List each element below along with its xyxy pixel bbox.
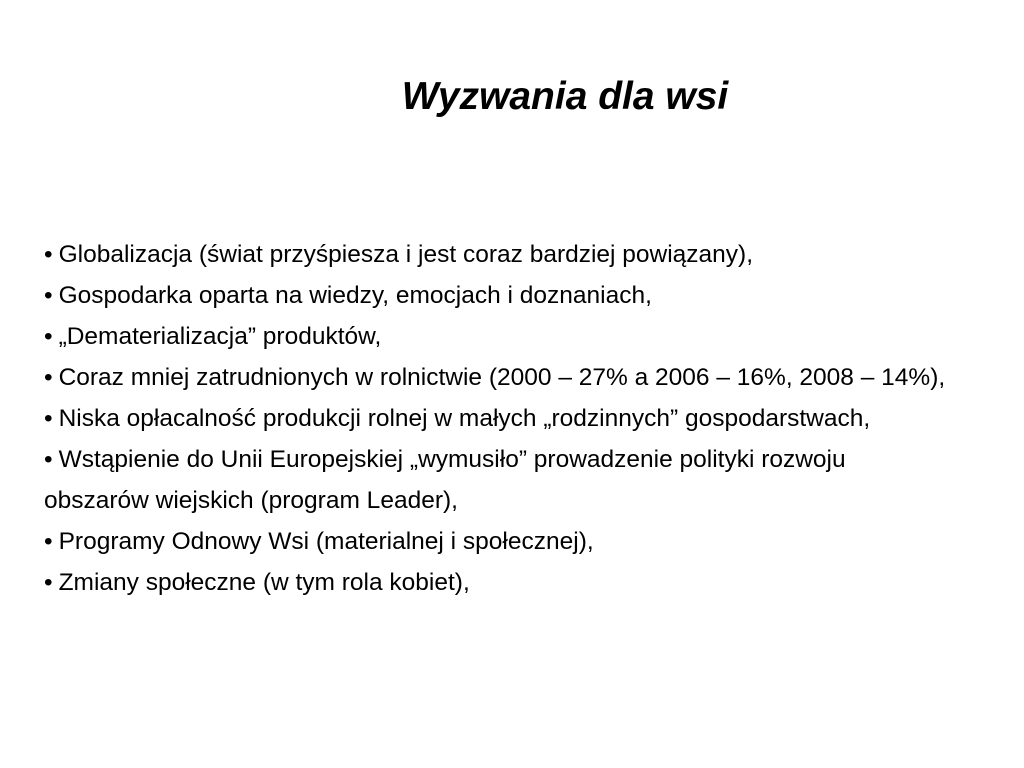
bullet-item: [44, 357, 949, 398]
bullet-item: [44, 316, 949, 357]
bullet-item: [44, 562, 949, 603]
bullet-icon: •: [44, 569, 53, 596]
bullet-list: [44, 234, 949, 603]
bullet-icon: •: [44, 405, 53, 432]
bullet-icon: •: [44, 446, 53, 473]
bullet-text: Programy Odnowy Wsi (materialnej i społecznej),: [58, 528, 594, 555]
bullet-item: [44, 275, 949, 316]
bullet-text: Niska opłacalność produkcji rolnej w małych „rodzinnych” gospodarstwach,: [58, 405, 871, 432]
bullet-item: [44, 398, 949, 439]
bullet-icon: •: [44, 364, 53, 391]
bullet-text: „Dematerializacja” produktów,: [58, 323, 382, 350]
slide-title: Wyzwania dla wsi: [401, 75, 729, 118]
bullet-item: [44, 439, 949, 521]
bullet-text: Globalizacja (świat przyśpiesza i jest coraz bardziej powiązany),: [58, 241, 754, 268]
bullet-icon: •: [44, 282, 53, 309]
bullet-text: Wstąpienie do Unii Europejskiej „wymusiło” prowadzenie polityki rozwoju obszarów wiejskich (program Leader),: [44, 446, 846, 514]
bullet-item: [44, 521, 949, 562]
bullet-text: Coraz mniej zatrudnionych w rolnictwie (2000 – 27% a 2006 – 16%, 2008 – 14%),: [58, 364, 946, 391]
bullet-text: Zmiany społeczne (w tym rola kobiet),: [58, 569, 470, 596]
bullet-icon: •: [44, 528, 53, 555]
bullet-icon: •: [44, 241, 53, 268]
bullet-icon: •: [44, 323, 53, 350]
bullet-text: Gospodarka oparta na wiedzy, emocjach i doznaniach,: [58, 282, 652, 309]
bullet-item: [44, 234, 949, 275]
